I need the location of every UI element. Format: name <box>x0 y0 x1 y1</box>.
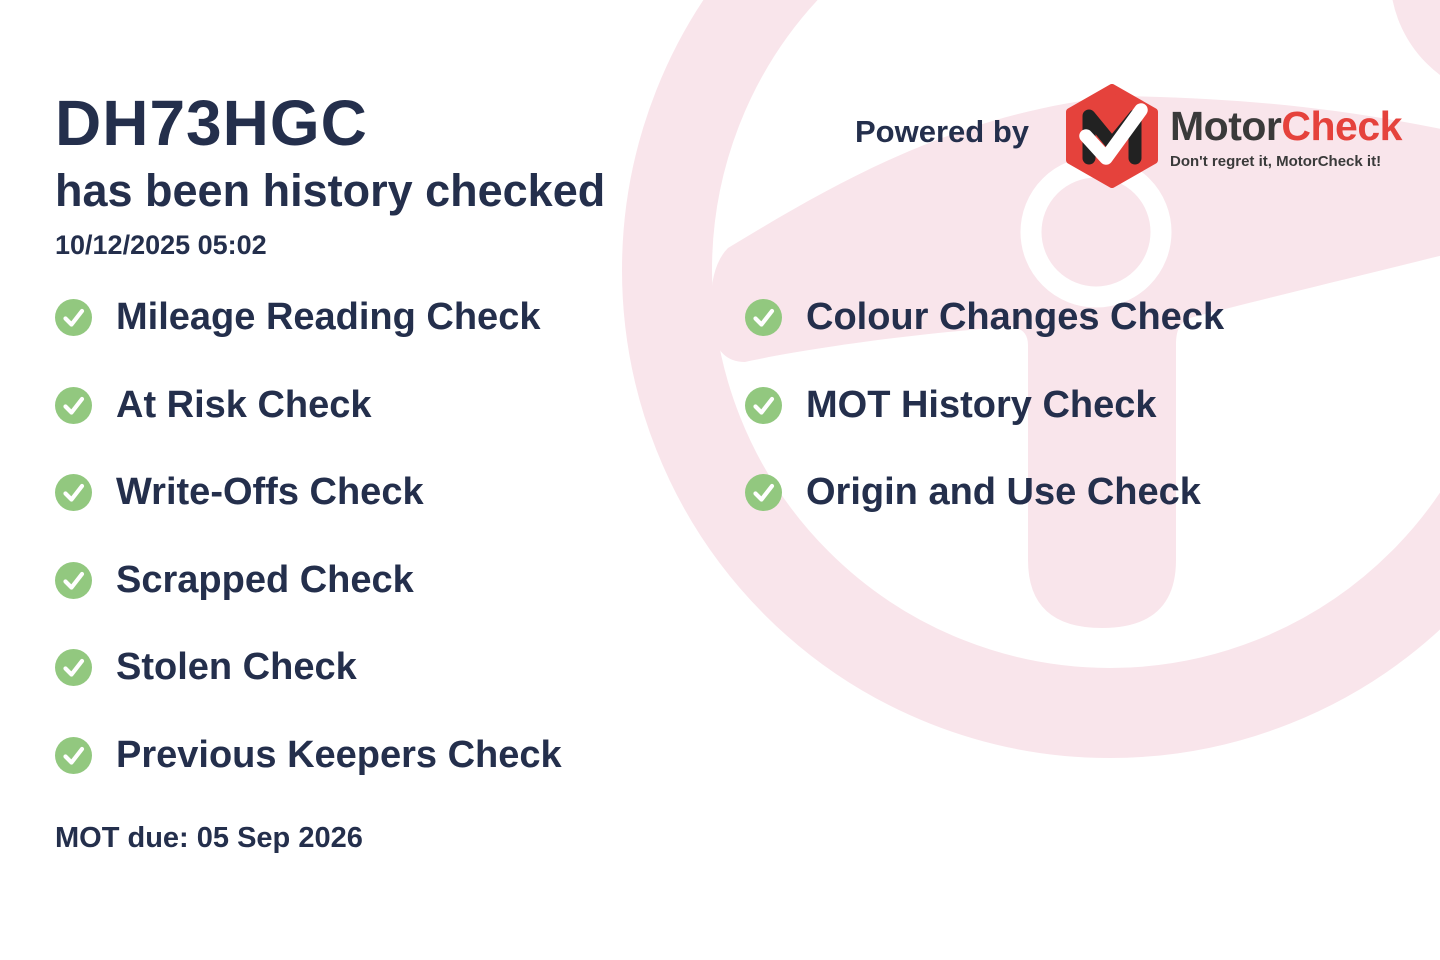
check-icon <box>55 649 92 686</box>
check-item-label: Previous Keepers Check <box>116 733 562 776</box>
check-item-label: Origin and Use Check <box>806 471 1201 514</box>
brand-motor: Motor <box>1170 103 1282 149</box>
check-item-label: Colour Changes Check <box>806 296 1225 339</box>
check-item <box>55 537 562 625</box>
brand-check: Check <box>1281 103 1402 149</box>
powered-by-label: Powered by <box>855 114 1029 149</box>
check-icon <box>55 562 92 599</box>
check-item <box>55 362 562 450</box>
check-item <box>55 274 562 362</box>
check-item <box>55 712 562 800</box>
check-item-label: MOT History Check <box>806 383 1157 426</box>
check-item-label: Stolen Check <box>116 646 357 689</box>
motorcheck-logo-icon <box>1062 84 1162 188</box>
headline-block <box>55 88 605 261</box>
check-list-right <box>745 274 1224 537</box>
check-icon <box>55 299 92 336</box>
registration-plate: DH73HGC <box>55 87 368 159</box>
check-item <box>745 274 1224 362</box>
check-icon <box>55 387 92 424</box>
brand-tagline: Don't regret it, MotorCheck it! <box>1170 153 1382 170</box>
check-timestamp: 10/12/2025 05:02 <box>55 229 267 260</box>
check-item-label: Write-Offs Check <box>116 471 424 514</box>
brand-name <box>1170 103 1402 149</box>
check-item-label: Scrapped Check <box>116 558 414 601</box>
check-icon <box>55 737 92 774</box>
check-item <box>745 449 1224 537</box>
check-item <box>55 624 562 712</box>
brand-block <box>1170 103 1402 170</box>
check-list-left <box>55 274 562 799</box>
check-item-label: Mileage Reading Check <box>116 296 541 339</box>
check-icon <box>55 474 92 511</box>
check-icon <box>745 474 782 511</box>
headline-subtitle: has been history checked <box>55 164 606 216</box>
check-item <box>55 449 562 537</box>
check-item <box>745 362 1224 450</box>
check-icon <box>745 299 782 336</box>
check-icon <box>745 387 782 424</box>
mot-due-label: MOT due: 05 Sep 2026 <box>55 822 363 854</box>
check-item-label: At Risk Check <box>116 383 372 426</box>
